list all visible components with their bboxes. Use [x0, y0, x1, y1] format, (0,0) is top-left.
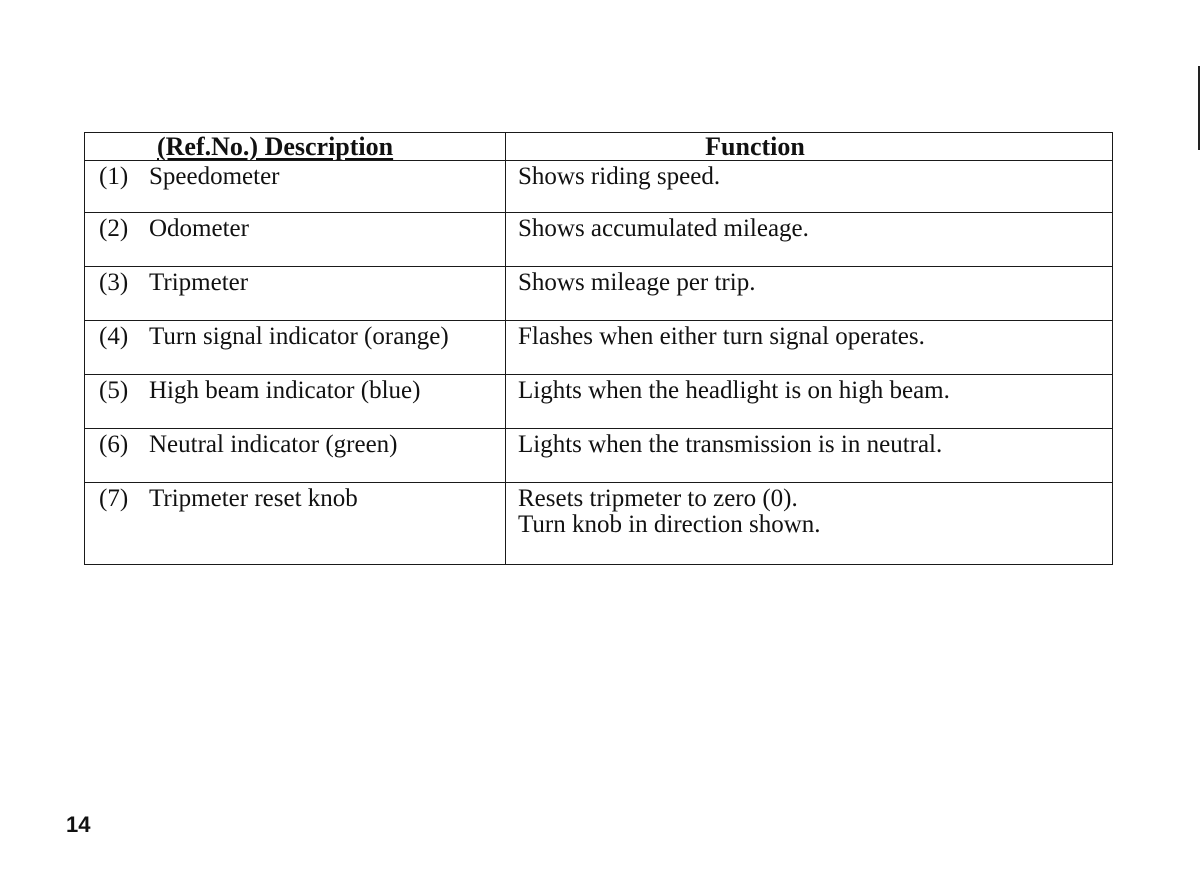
table-header-row	[85, 133, 1113, 161]
description-cell	[85, 161, 506, 213]
table-row	[85, 213, 1113, 267]
description-cell	[85, 483, 506, 565]
description-cell	[85, 213, 506, 267]
page-number: 14	[66, 812, 91, 837]
function-cell	[506, 213, 1113, 267]
ref-number: (4)	[99, 323, 129, 350]
function-cell	[506, 375, 1113, 429]
table-row	[85, 483, 1113, 565]
description-text: Tripmeter	[149, 269, 249, 296]
description-cell	[85, 321, 506, 375]
description-cell	[85, 429, 506, 483]
function-text: Lights when the transmission is in neutral.	[518, 431, 943, 458]
table-row	[85, 429, 1113, 483]
function-text: Resets tripmeter to zero (0).	[518, 485, 798, 512]
ref-number: (6)	[99, 431, 129, 458]
function-cell	[506, 321, 1113, 375]
description-text: Neutral indicator (green)	[149, 431, 398, 458]
description-text: Odometer	[149, 215, 249, 242]
function-text-line-2: Turn knob in direction shown.	[518, 511, 821, 538]
header-function: Function	[506, 133, 1113, 161]
description-text: Turn signal indicator (orange)	[149, 323, 449, 350]
function-text: Shows mileage per trip.	[518, 269, 756, 296]
description-cell	[85, 375, 506, 429]
ref-number: (7)	[99, 485, 129, 512]
function-cell	[506, 267, 1113, 321]
function-text: Lights when the headlight is on high beam.	[518, 377, 950, 404]
table-row	[85, 321, 1113, 375]
header-description: (Ref.No.) Description	[85, 133, 506, 161]
function-text: Shows accumulated mileage.	[518, 215, 809, 242]
function-text: Shows riding speed.	[518, 163, 721, 190]
description-text: Speedometer	[149, 163, 280, 190]
ref-number: (2)	[99, 215, 129, 242]
ref-number: (1)	[99, 163, 129, 190]
table-row	[85, 161, 1113, 213]
function-cell	[506, 483, 1113, 565]
description-cell	[85, 267, 506, 321]
ref-number: (5)	[99, 377, 129, 404]
description-text: Tripmeter reset knob	[149, 485, 358, 512]
description-text: High beam indicator (blue)	[149, 377, 421, 404]
function-cell	[506, 161, 1113, 213]
ref-number: (3)	[99, 269, 129, 296]
instrument-function-table	[84, 132, 1113, 565]
table-row	[85, 375, 1113, 429]
table-row	[85, 267, 1113, 321]
function-text: Flashes when either turn signal operates.	[518, 323, 925, 350]
function-cell	[506, 429, 1113, 483]
